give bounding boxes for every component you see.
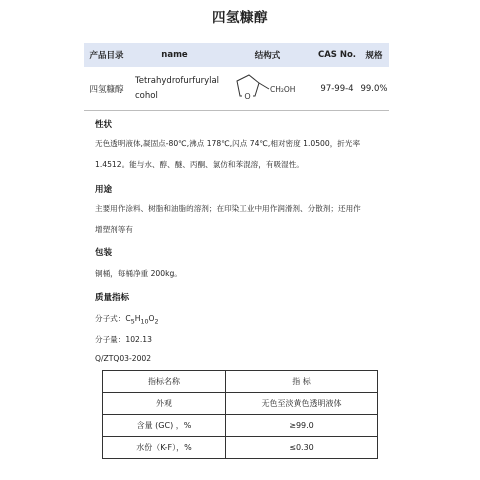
header-catalog: 产品目录 (84, 43, 129, 67)
page-title: 四氢糠醇 (212, 10, 268, 26)
product-table (84, 43, 389, 111)
formula-prefix: 分子式： (95, 314, 126, 323)
usage-line-1: 主要用作涂料、树脂和油脂的溶剂；在印染工业中用作润滑剂、分散剂；还用作 (95, 204, 361, 213)
molecular-weight: 分子量：102.13 (95, 335, 152, 344)
packaging-text: 铜桶，每桶净重 200kg。 (95, 269, 182, 278)
section-heading-properties: 性状 (95, 120, 113, 130)
hydroxymethyl-label: CH₂OH (269, 85, 295, 94)
header-structure: 结构式 (220, 43, 315, 67)
spec-row (103, 437, 378, 459)
spec-row-value: ≤0.30 (226, 437, 378, 459)
name-line-1: Tetrahydrofurfurylal (135, 75, 220, 86)
usage-text (95, 198, 415, 240)
product-row (84, 67, 389, 111)
properties-text (95, 133, 415, 175)
name-line-2: cohol (135, 90, 158, 101)
section-heading-usage: 用途 (95, 185, 113, 195)
spec-row-value: ≥99.0 (226, 415, 378, 437)
standard-code: Q/ZTQ03-2002 (95, 354, 152, 363)
usage-line-2: 增塑剂等有 (95, 225, 133, 234)
header-name: name (129, 43, 220, 67)
molecular-formula: 分子式：$C_5H_{10}O_2$ (95, 314, 159, 326)
header-spec: 规格 (359, 43, 389, 67)
spec-row-name: 外观 (103, 393, 226, 415)
properties-line-2: 1.4512。能与水、醇、醚、丙酮、氯仿和苯混溶，有吸湿性。 (95, 160, 304, 169)
spec-header-name: 指标名称 (103, 371, 226, 393)
product-table-header (84, 43, 389, 67)
header-cas: CAS No. (315, 43, 359, 67)
cell-spec: 99.0% (359, 67, 389, 111)
section-heading-packaging: 包装 (95, 248, 113, 258)
spec-row (103, 393, 378, 415)
cell-name (129, 67, 220, 111)
cell-cas: 97-99-4 (315, 67, 359, 111)
spec-row-name: 水份（K-F），% (103, 437, 226, 459)
spec-header-value: 指 标 (226, 371, 378, 393)
structure-formula-image (223, 69, 313, 105)
spec-row-value: 无色至淡黄色透明液体 (226, 393, 378, 415)
section-heading-quality: 质量指标 (95, 293, 130, 303)
cell-catalog: 四氢糠醇 (84, 67, 129, 111)
spec-row-name: 含量 (GC) ，% (103, 415, 226, 437)
spec-table (102, 370, 378, 459)
ring-oxygen-label: O (243, 92, 251, 101)
spec-table-header (103, 371, 378, 393)
cell-structure (220, 67, 315, 111)
spec-row (103, 415, 378, 437)
properties-line-1: 无色透明液体,凝固点-80℃,沸点 178℃,闪点 74℃,相对密度 1.0500，折光率 (95, 139, 361, 148)
